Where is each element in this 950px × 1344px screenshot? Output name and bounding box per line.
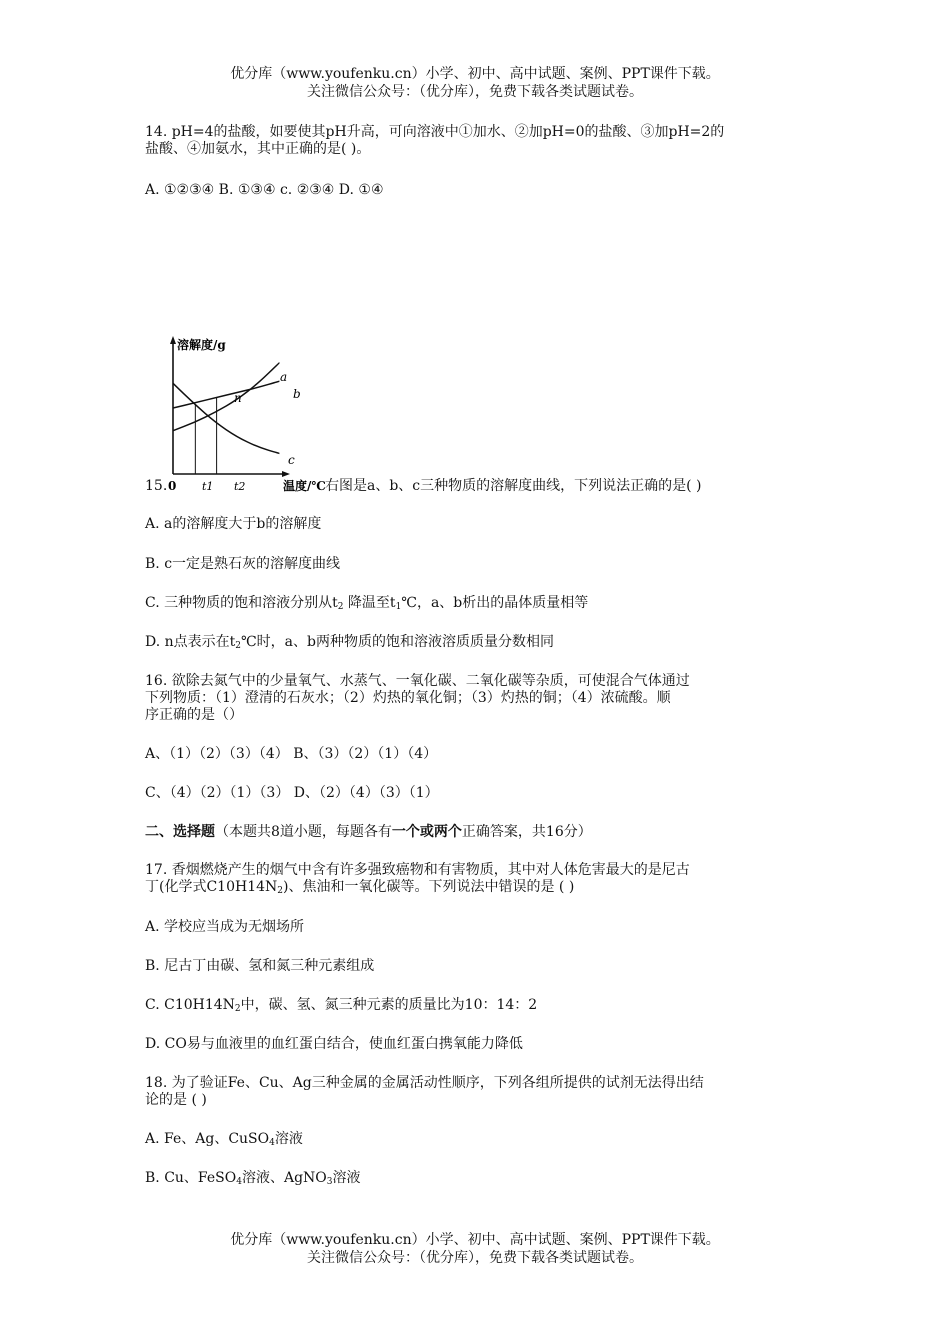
q17-stem-line-2: 丁(化学式$C10H14N_2$)、焦油和一氧化碳等。下列说法中错误的是 ( ): [145, 879, 575, 896]
q16-stem-line-2: 下列物质：（1）澄清的石灰水；（2）灼热的氧化铜；（3）灼热的铜；（4）浓硫酸。顺: [145, 690, 671, 706]
q14-stem-line-2: 盐酸、④加氨水，其中正确的是( )。: [145, 141, 371, 157]
page-header-line-1: 优分库（www.youfenku.cn）小学、初中、高中试题、案例、PPT课件下载。: [230, 66, 720, 82]
q15-option-a: A. a的溶解度大于b的溶解度: [145, 516, 322, 532]
x-axis-label: 温度/℃: [283, 479, 326, 493]
q17-option-c: C. $C10H14N_2$中，碳、氢、氮三种元素的质量比为10：14：2: [145, 997, 538, 1014]
q15-option-b: B. c一定是熟石灰的溶解度曲线: [145, 556, 341, 572]
q18-stem-line-2: 论的是 ( ): [145, 1092, 207, 1108]
q14-options: A. ①②③④ B. ①③④ c. ②③④ D. ①④: [145, 182, 384, 198]
q16-stem-line-1: 16. 欲除去氮气中的少量氧气、水蒸气、一氧化碳、二氧化碳等杂质，可使混合气体通过: [145, 673, 690, 689]
q18-option-a: A. Fe、Ag、CuSO$_4$溶液: [145, 1131, 303, 1148]
page-footer-line-1: 优分库（www.youfenku.cn）小学、初中、高中试题、案例、PPT课件下载。: [230, 1232, 720, 1248]
q18-option-b: B. Cu、FeSO$_4$溶液、AgNO$_3$溶液: [145, 1170, 361, 1187]
page-footer-line-2: 关注微信公众号：（优分库），免费下载各类试题试卷。: [307, 1250, 643, 1266]
x-tick-label-t2: t2: [234, 480, 246, 493]
q15-option-d: D. n点表示在$t_2℃$时，a、b两种物质的饱和溶液溶质质量分数相同: [145, 634, 554, 651]
x-tick-label-t1: t1: [202, 480, 214, 493]
series-label-a: a: [280, 370, 288, 384]
section-2-heading: 二、选择题（本题共8道小题，每题各有一个或两个正确答案，共16分）: [145, 824, 592, 840]
origin-label: 0: [168, 479, 177, 493]
series-label-c: c: [288, 453, 295, 467]
series-label-b: b: [293, 387, 301, 401]
q17-option-b: B. 尼古丁由碳、氢和氮三种元素组成: [145, 958, 375, 974]
chart-curves: [173, 363, 279, 454]
q15-stem-text: 右图是a、b、c三种物质的溶解度曲线，下列说法正确的是( ): [325, 478, 702, 494]
chart-guide-lines: [195, 397, 216, 474]
chart-axes: [170, 336, 290, 477]
q14-stem-line-1: 14. pH=4的盐酸，如要使其pH升高，可向溶液中①加水、②加pH=0的盐酸、③加pH=2的: [145, 124, 725, 140]
y-axis-arrow: [170, 336, 176, 344]
page-header-line-2: 关注微信公众号：（优分库），免费下载各类试题试卷。: [307, 84, 643, 100]
q17-stem-line-1: 17. 香烟燃烧产生的烟气中含有许多强致癌物和有害物质，其中对人体危害最大的是尼古: [145, 862, 690, 878]
solubility-chart: [150, 330, 340, 495]
q15-stem: [325, 478, 795, 494]
y-axis-label: 溶解度/g: [177, 338, 226, 352]
q18-stem-line-1: 18. 为了验证Fe、Cu、Ag三种金属的金属活动性顺序，下列各组所提供的试剂无法得出结: [145, 1075, 704, 1091]
q16-options-ab: A、（1）（2）（3）（4） B、（3）（2）（1）（4）: [145, 746, 438, 762]
curve-c: [173, 383, 279, 453]
x-axis-arrow: [282, 471, 290, 477]
chart-labels: [168, 337, 326, 493]
curve-a: [173, 363, 279, 431]
q16-options-cd: C、（4）（2）（1）（3） D、（2）（4）（3）（1）: [145, 785, 439, 801]
q15-number: 15.: [145, 478, 168, 494]
q17-option-a: A. 学校应当成为无烟场所: [145, 919, 305, 935]
q16-stem-line-3: 序正确的是（）: [145, 707, 243, 723]
section-2-emphasis: 一个或两个: [391, 824, 462, 840]
curve-b: [173, 381, 279, 408]
q17-option-d: D. CO易与血液里的血红蛋白结合，使血红蛋白携氧能力降低: [145, 1036, 523, 1052]
section-2-title: 二、选择题: [145, 824, 215, 840]
q15-option-c: C. 三种物质的饱和溶液分别从$t_2$ 降温至$t_1℃$，a、b析出的晶体质量相等: [145, 595, 589, 612]
intersection-label-n: n: [234, 391, 242, 405]
